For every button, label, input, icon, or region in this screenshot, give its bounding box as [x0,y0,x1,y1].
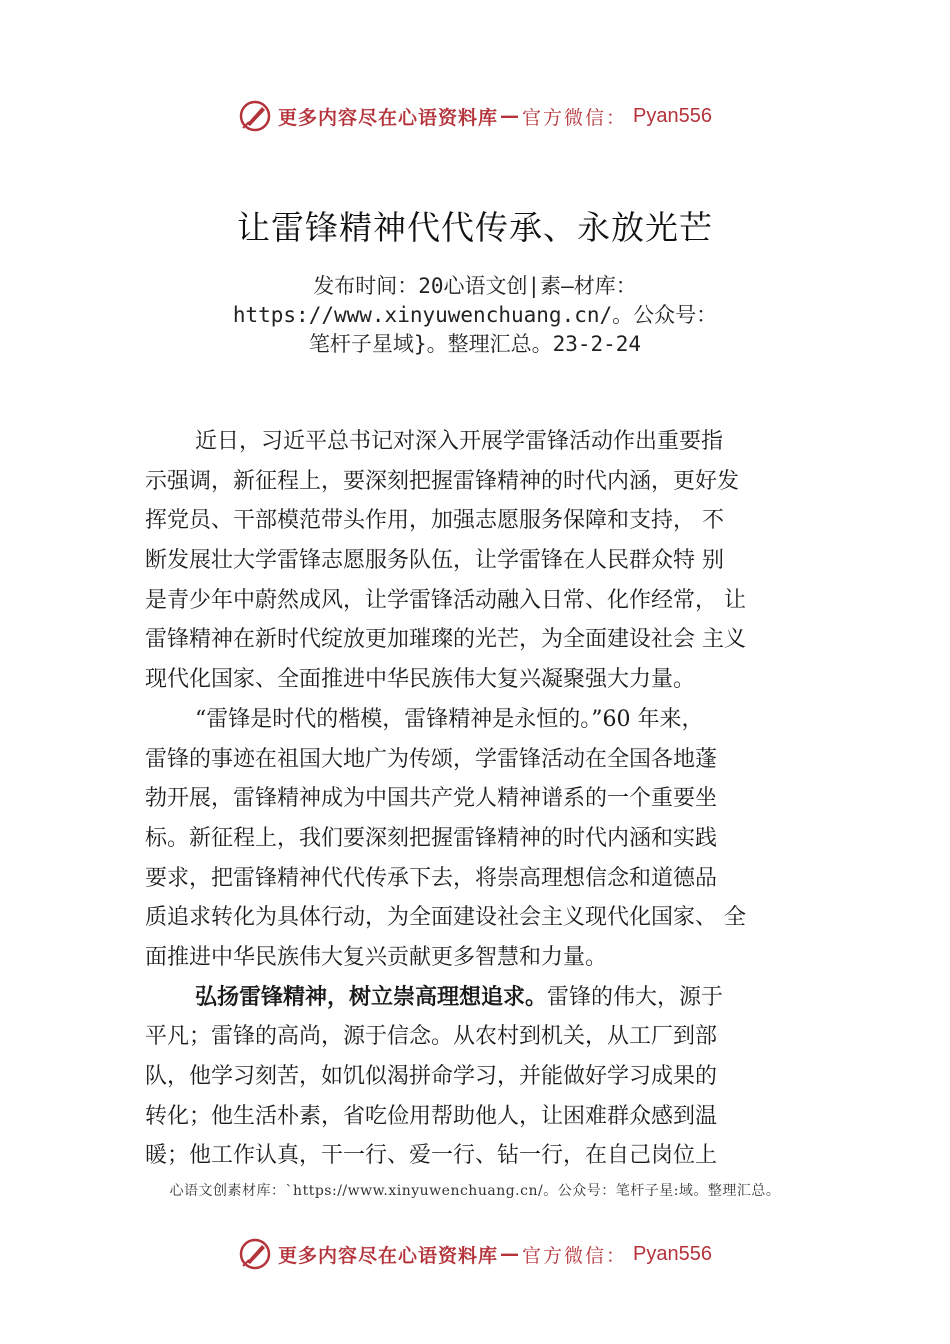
paragraph-line: 示强调，新征程上，要深刻把握雷锋精神的时代内涵，更好发 [145,468,740,494]
paragraph-line: 平凡；雷锋的高尚，源于信念。从农村到机关，从工厂到部 [145,1024,718,1050]
paragraph-line: 勃开展，雷锋精神成为中国共产党人精神谱系的一个重要坐 [145,786,718,812]
paragraph-line [145,978,830,1018]
meta-line: 发布时间：20心语文创|素—材库： [313,274,637,298]
footer-note: 心语文创素材库：`https://www.xinyuwenchuang.cn/。公众号：笔杆子星:域。整理汇总。 [169,1183,781,1199]
banner-wechat-id: Pyan556 [633,104,712,127]
paragraph-line: 转化；他生活朴素，省吃俭用帮助他人，让困难群众感到温 [145,1103,718,1129]
top-banner [0,96,950,136]
meta-line: https://www.xinyuwenchuang.cn/。公众号： [232,303,718,327]
paragraph-line: 断发展壮大学雷锋志愿服务队伍，让学雷锋在人民群众特 别 [145,548,724,574]
paragraph-line: 质追求转化为具体行动，为全面建设社会主义现代化国家、 全 [145,905,746,931]
paragraph-line: 雷锋精神在新时代绽放更加璀璨的光芒，为全面建设社会 主义 [145,627,746,653]
paragraph-line: 雷锋的事迹在祖国大地广为传颂，学雷锋活动在全国各地蓬 [145,746,718,772]
banner-text: 更多内容尽在心语资料库 [278,106,499,129]
banner-text: 更多内容尽在心语资料库 [278,1244,499,1267]
paragraph-line: 要求，把雷锋精神代代传承下去，将崇高理想信念和道德品 [145,865,718,891]
paragraph-line: 标。新征程上，我们要深刻把握雷锋精神的时代内涵和实践 [145,825,718,851]
quill-logo-icon [238,1237,272,1271]
paragraph-line: 现代化国家、全面推进中华民族伟大复兴凝聚强大力量。 [145,667,696,693]
banner-dash: — [500,1243,521,1265]
banner-wechat-id: Pyan556 [633,1242,712,1265]
paragraph-line: 挥党员、干部模范带头作用，加强志愿服务保障和支持， 不 [145,508,724,534]
paragraph-line: 队，他学习刻苦，如饥似渴拼命学习，并能做好学习成果的 [145,1064,718,1089]
article-title: 让雷锋精神代代传承、永放光芒 [237,208,713,247]
banner-wechat-label: 官方微信： [522,1244,628,1267]
bottom-banner [0,1234,950,1274]
bold-lead: 弘扬雷锋精神，树立崇高理想追求。 [195,984,548,1010]
paragraph-line: 暖；他工作认真，干一行、爱一行、钻一行，在自己岗位上 [145,1143,718,1169]
meta-line: 笔杆子星域}。整理汇总。23-2-24 [308,332,642,356]
article-body [145,422,830,1176]
quill-logo-icon [238,99,272,133]
article-meta [0,272,950,359]
paragraph-line: 是青少年中蔚然成风，让学雷锋活动融入日常、化作经常， 让 [145,587,746,613]
lead-rest: 雷锋的伟大，源于 [547,984,724,1010]
paragraph-line: 近日，习近平总书记对深入开展学雷锋活动作出重要指 [195,429,724,454]
banner-wechat-label: 官方微信： [522,106,628,129]
paragraph-line: 面推进中华民族伟大复兴贡献更多智慧和力量。 [145,944,608,970]
paragraph-line: “雷锋是时代的楷模，雷锋精神是永恒的。”60 年来， [195,706,704,732]
banner-dash: — [500,105,521,127]
